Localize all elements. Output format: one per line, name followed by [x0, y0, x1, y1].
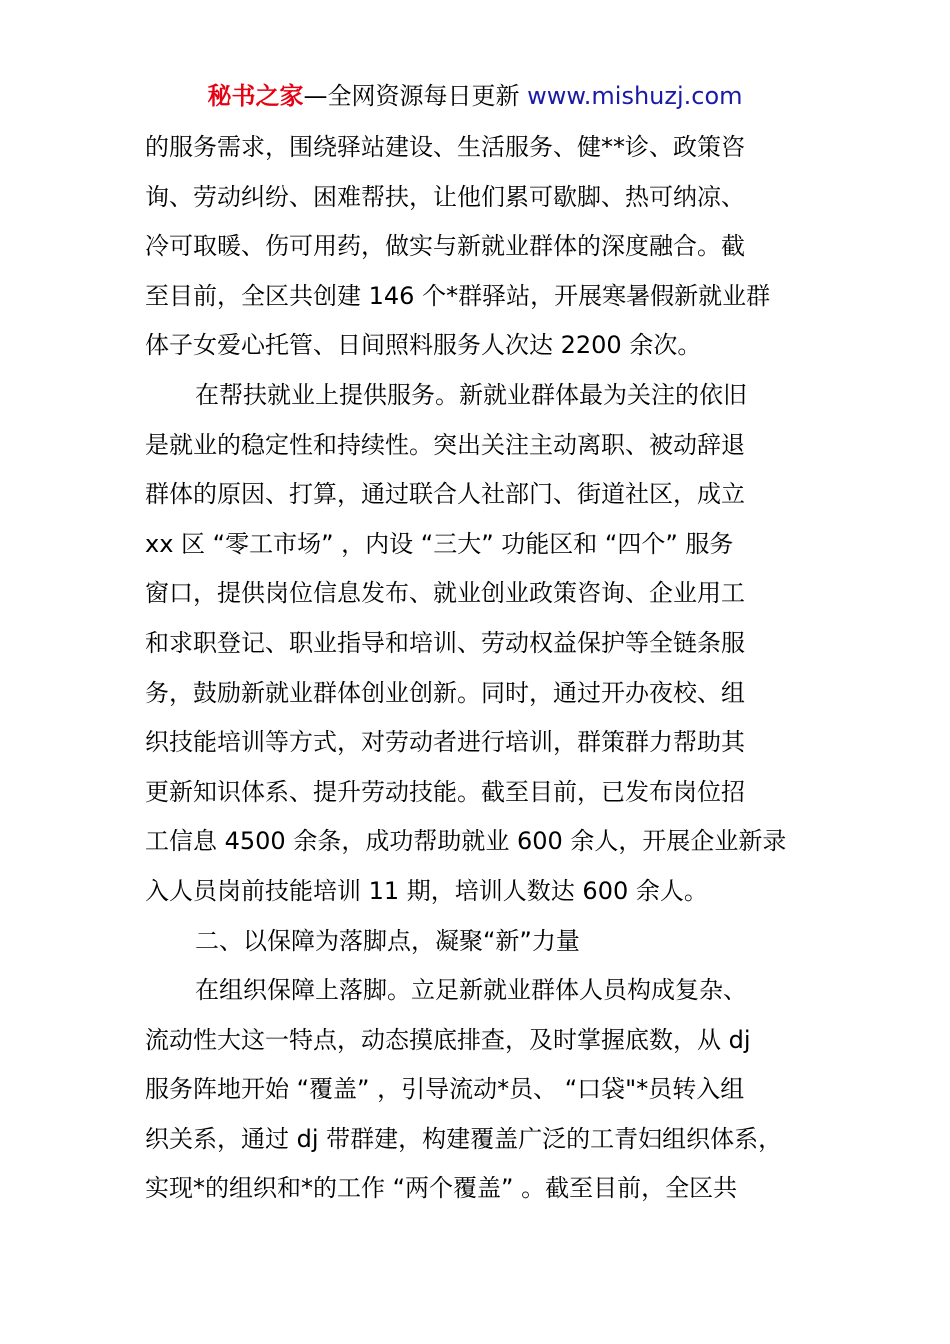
text-line: 实现*的组织和*的工作 “两个覆盖” 。截至目前，全区共 — [145, 1174, 738, 1203]
text-line: 织技能培训等方式，对劳动者进行培训，群策群力帮助其 — [145, 728, 745, 757]
text-line: xx 区 “零工市场” ，内设 “三大” 功能区和 “四个” 服务 — [145, 529, 734, 558]
site-url-link[interactable]: www.mishuzj.com — [527, 82, 743, 110]
text-line: 是就业的稳定性和持续性。突出关注主动离职、被动辞退 — [145, 430, 745, 459]
text-line: 入人员岗前技能培训 11 期，培训人数达 600 余人。 — [145, 876, 708, 905]
text-line: 的服务需求，围绕驿站建设、生活服务、健**诊、政策咨 — [145, 133, 745, 161]
text-line: 至目前，全区共创建 146 个*群驿站，开展寒暑假新就业群 — [145, 281, 771, 310]
text-line: 务，鼓励新就业群体创业创新。同时，通过开办夜校、组 — [145, 678, 745, 707]
site-header — [0, 78, 950, 114]
text-line: 窗口，提供岗位信息发布、就业创业政策咨询、企业用工 — [145, 579, 745, 608]
document-body — [145, 123, 805, 1214]
text-line: 体子女爱心托管、日间照料服务人次达 2200 余次。 — [145, 331, 702, 360]
text-line: 和求职登记、职业指导和培训、劳动权益保护等全链条服 — [145, 628, 745, 657]
text-line: 二、以保障为落脚点，凝聚“新”力量 — [195, 926, 580, 955]
text-line: 询、劳动纠纷、困难帮扶，让他们累可歇脚、热可纳凉、 — [145, 182, 745, 211]
text-line: 冷可取暖、伤可用药，做实与新就业群体的深度融合。截 — [145, 232, 745, 261]
text-line: 服务阵地开始 “覆盖” ，引导流动*员、 “口袋"*员转入组 — [145, 1075, 745, 1104]
text-line: 在组织保障上落脚。立足新就业群体人员构成复杂、 — [195, 976, 747, 1005]
text-line: 织关系，通过 dj 带群建，构建覆盖广泛的工青妇组织体系， — [145, 1124, 783, 1153]
text-line: 流动性大这一特点，动态摸底排查，及时掌握底数，从 dj — [145, 1025, 751, 1054]
text-line: 在帮扶就业上提供服务。新就业群体最为关注的依旧 — [195, 380, 747, 409]
site-tagline: —全网资源每日更新 — [303, 82, 520, 110]
text-line: 更新知识体系、提升劳动技能。截至目前，已发布岗位招 — [145, 777, 745, 806]
text-line: 群体的原因、打算，通过联合人社部门、街道社区，成立 — [145, 480, 745, 509]
site-brand: 秘书之家 — [207, 82, 304, 110]
text-line: 工信息 4500 余条，成功帮助就业 600 余人，开展企业新录 — [145, 827, 787, 856]
